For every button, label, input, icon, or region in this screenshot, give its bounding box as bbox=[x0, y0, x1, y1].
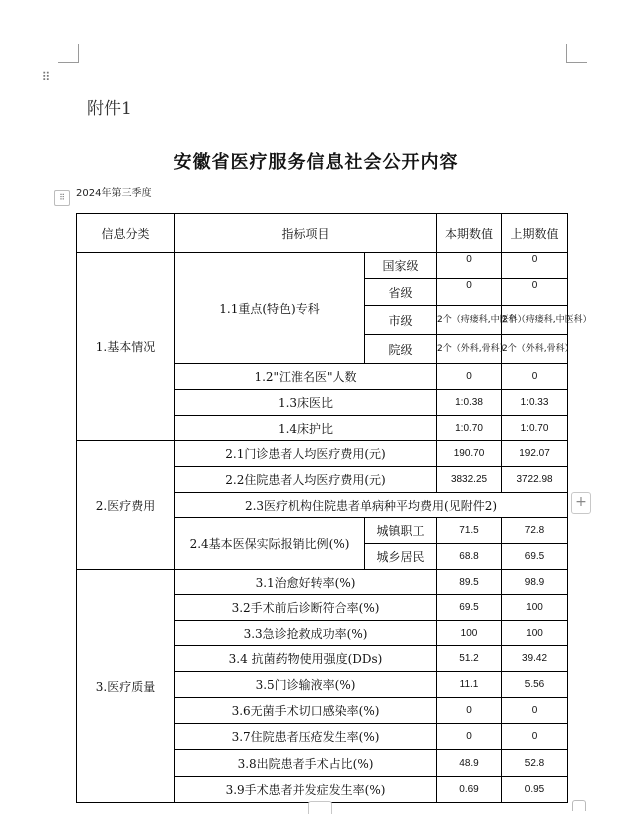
level-city: 市级 bbox=[365, 306, 437, 335]
level-provincial-previous: 0 bbox=[502, 279, 568, 306]
previous-value: 192.07 bbox=[502, 441, 568, 467]
current-value: 0 bbox=[437, 364, 502, 390]
previous-value: 72.8 bbox=[502, 518, 568, 544]
indicator-label: 3.5门诊输液率(%) bbox=[175, 672, 437, 698]
indicator-label: 3.6无菌手术切口感染率(%) bbox=[175, 698, 437, 724]
add-column-button[interactable]: + bbox=[571, 492, 591, 514]
current-value: 1:0.38 bbox=[437, 390, 502, 416]
previous-value: 98.9 bbox=[502, 570, 568, 595]
category-quality: 3.医疗质量 bbox=[77, 570, 175, 803]
indicator-label: 3.4 抗菌药物使用强度(DDs) bbox=[175, 646, 437, 672]
level-national: 国家级 bbox=[365, 253, 437, 279]
header-previous: 上期数值 bbox=[502, 214, 568, 253]
level-provincial-current: 0 bbox=[437, 279, 502, 306]
previous-value: 39.42 bbox=[502, 646, 568, 672]
previous-value: 3722.98 bbox=[502, 467, 568, 493]
crop-mark-top-left bbox=[58, 44, 79, 63]
current-value: 190.70 bbox=[437, 441, 502, 467]
level-city-current: 2个（痔瘘科,中医科） bbox=[437, 306, 502, 335]
current-value: 100 bbox=[437, 621, 502, 646]
previous-value: 1:0.70 bbox=[502, 416, 568, 441]
previous-value: 100 bbox=[502, 595, 568, 621]
table-row bbox=[77, 570, 568, 595]
document-title: 安徽省医疗服务信息社会公开内容 bbox=[173, 152, 459, 173]
table-row bbox=[77, 441, 568, 467]
previous-value: 1:0.33 bbox=[502, 390, 568, 416]
page-corner-mark bbox=[572, 800, 586, 811]
indicator-label: 2.1门诊患者人均医疗费用(元) bbox=[175, 441, 437, 467]
current-value: 3832.25 bbox=[437, 467, 502, 493]
indicator-label: 3.8出院患者手术占比(%) bbox=[175, 750, 437, 777]
indicator-label: 3.1治愈好转率(%) bbox=[175, 570, 437, 595]
previous-value: 69.5 bbox=[502, 544, 568, 570]
indicator-label: 3.7住院患者压疮发生率(%) bbox=[175, 724, 437, 750]
indicator-label: 3.3急诊抢救成功率(%) bbox=[175, 621, 437, 646]
indicator-label: 1.3床医比 bbox=[175, 390, 437, 416]
level-hospital: 院级 bbox=[365, 335, 437, 364]
indicator-label: 3.2手术前后诊断符合率(%) bbox=[175, 595, 437, 621]
level-national-previous: 0 bbox=[502, 253, 568, 279]
indicator-label: 2.2住院患者人均医疗费用(元) bbox=[175, 467, 437, 493]
paragraph-drag-handle-icon[interactable]: ⠿ bbox=[41, 70, 51, 84]
current-value: 68.8 bbox=[437, 544, 502, 570]
insurance-urban-rural-resident: 城乡居民 bbox=[365, 544, 437, 570]
level-city-previous: 2个（痔瘘科,中医科） bbox=[502, 306, 568, 335]
crop-mark-top-right bbox=[566, 44, 587, 63]
insurance-urban-employee: 城镇职工 bbox=[365, 518, 437, 544]
previous-value: 100 bbox=[502, 621, 568, 646]
level-provincial: 省级 bbox=[365, 279, 437, 306]
report-period: 2024年第三季度 bbox=[76, 188, 152, 199]
current-value: 0 bbox=[437, 724, 502, 750]
current-value: 71.5 bbox=[437, 518, 502, 544]
level-national-current: 0 bbox=[437, 253, 502, 279]
previous-value: 0 bbox=[502, 364, 568, 390]
attachment-label: 附件1 bbox=[87, 99, 132, 119]
specialty-label: 1.1重点(特色)专科 bbox=[175, 253, 365, 364]
previous-value: 52.8 bbox=[502, 750, 568, 777]
header-indicator: 指标项目 bbox=[175, 214, 437, 253]
table-row bbox=[77, 253, 568, 279]
previous-value: 0 bbox=[502, 724, 568, 750]
indicator-label: 1.2"江淮名医"人数 bbox=[175, 364, 437, 390]
current-value: 69.5 bbox=[437, 595, 502, 621]
current-value: 48.9 bbox=[437, 750, 502, 777]
table-move-handle-icon[interactable]: ⠿ bbox=[54, 190, 70, 206]
current-value: 0.69 bbox=[437, 777, 502, 803]
current-value: 1:0.70 bbox=[437, 416, 502, 441]
current-value: 51.2 bbox=[437, 646, 502, 672]
insurance-label: 2.4基本医保实际报销比例(%) bbox=[175, 518, 365, 570]
header-current: 本期数值 bbox=[437, 214, 502, 253]
previous-value: 5.56 bbox=[502, 672, 568, 698]
indicator-label: 3.9手术患者并发症发生率(%) bbox=[175, 777, 437, 803]
previous-value: 0.95 bbox=[502, 777, 568, 803]
add-row-button[interactable] bbox=[308, 801, 332, 814]
current-value: 0 bbox=[437, 698, 502, 724]
level-hospital-previous: 2个（外科,骨科） bbox=[502, 335, 568, 364]
header-category: 信息分类 bbox=[77, 214, 175, 253]
previous-value: 0 bbox=[502, 698, 568, 724]
category-cost: 2.医疗费用 bbox=[77, 441, 175, 570]
single-disease-note: 2.3医疗机构住院患者单病种平均费用(见附件2) bbox=[175, 493, 568, 518]
level-hospital-current: 2个（外科,骨科） bbox=[437, 335, 502, 364]
indicator-label: 1.4床护比 bbox=[175, 416, 437, 441]
current-value: 89.5 bbox=[437, 570, 502, 595]
table-header-row bbox=[77, 214, 568, 253]
current-value: 11.1 bbox=[437, 672, 502, 698]
info-table bbox=[76, 213, 592, 803]
category-basic: 1.基本情况 bbox=[77, 253, 175, 441]
